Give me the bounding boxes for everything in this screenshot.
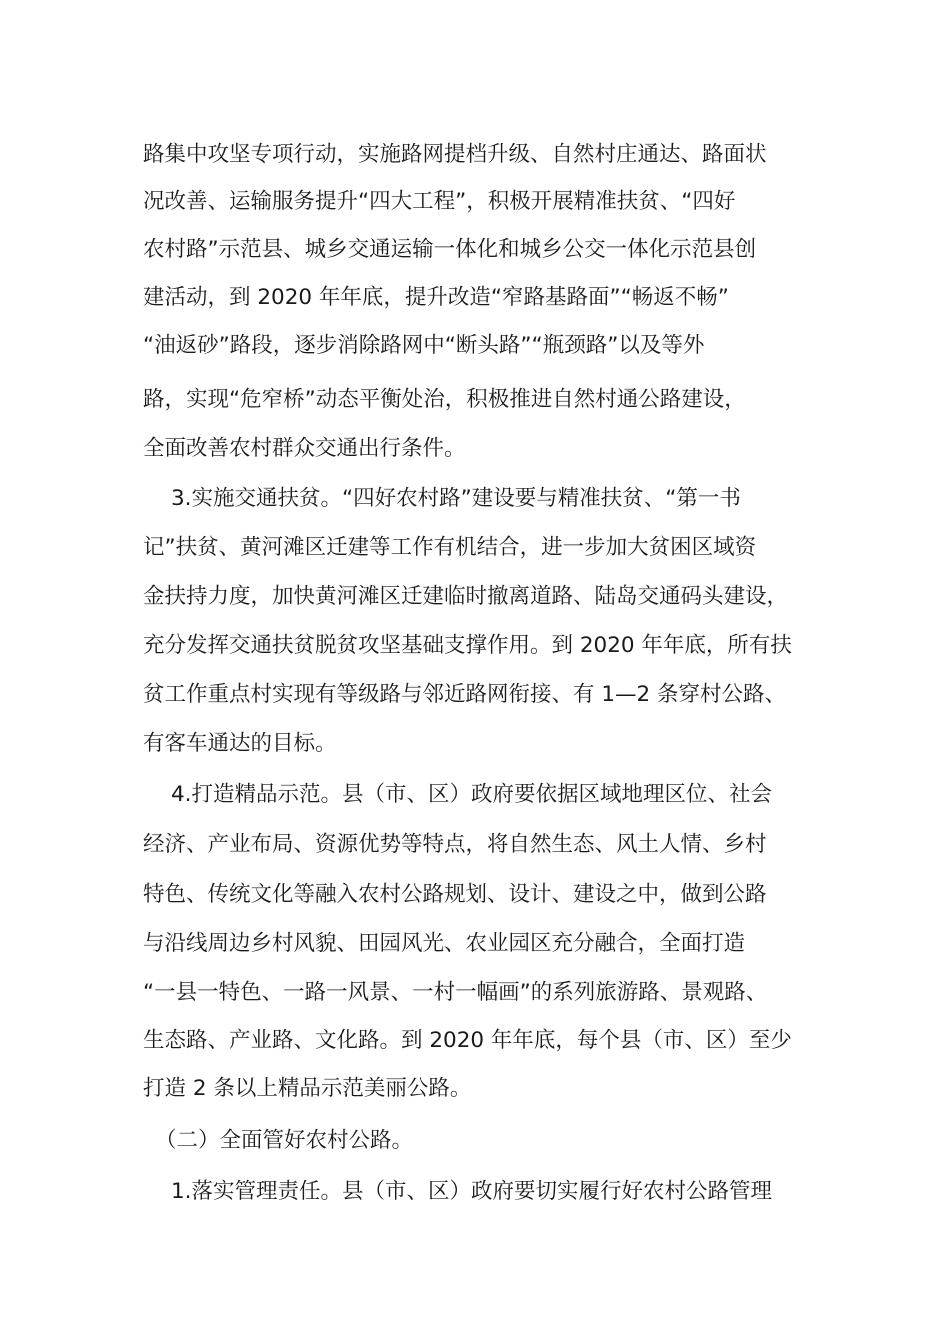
text-line: 况改善、运输服务提升“四大工程”，积极开展精准扶贫、“四好: [143, 189, 736, 214]
text-line: 打造 2 条以上精品示范美丽公路。: [143, 1076, 472, 1101]
text-line: 充分发挥交通扶贫脱贫攻坚基础支撑作用。到 2020 年年底，所有扶: [143, 633, 792, 658]
text-line: “一县一特色、一路一风景、一村一幅画”的系列旅游路、景观路、: [143, 980, 768, 1005]
text-line: 与沿线周边乡村风貌、田园风光、农业园区充分融合，全面打造: [143, 931, 746, 956]
text-line: “油返砂”路段，逐步消除路网中“断头路”“瓶颈路”以及等外: [143, 333, 705, 358]
text-line: 路，实现“危窄桥”动态平衡处治，积极推进自然村通公路建设，: [143, 387, 746, 412]
text-line: 经济、产业布局、资源优势等特点，将自然生态、风土人情、乡村: [143, 832, 767, 857]
paragraph-start-line: 4.打造精品示范。县（市、区）政府要依据区域地理区位、社会: [171, 782, 773, 807]
paragraph-start-line: 3.实施交通扶贫。“四好农村路”建设要与精准扶贫、“第一书: [171, 486, 741, 511]
text-line: 有客车通达的目标。: [143, 731, 337, 756]
text-line: 生态路、产业路、文化路。到 2020 年年底，每个县（市、区）至少: [143, 1028, 792, 1053]
text-line: 贫工作重点村实现有等级路与邻近路网衔接、有 1—2 条穿村公路、: [143, 682, 787, 707]
text-line: 农村路”示范县、城乡交通运输一体化和城乡公交一体化示范县创: [143, 237, 757, 262]
text-line: 路集中攻坚专项行动，实施路网提档升级、自然村庄通达、路面状: [143, 142, 767, 167]
text-line: 全面改善农村群众交通出行条件。: [143, 436, 466, 461]
text-line: 建活动，到 2020 年年底，提升改造“窄路基路面”“畅返不畅”: [143, 285, 729, 310]
text-line: 金扶持力度，加快黄河滩区迁建临时撤离道路、陆岛交通码头建设，: [143, 584, 789, 609]
section-heading: （二）全面管好农村公路。: [155, 1128, 414, 1153]
text-line: 记”扶贫、黄河滩区迁建等工作有机结合，进一步加大贫困区域资: [143, 535, 757, 560]
paragraph-start-line: 1.落实管理责任。县（市、区）政府要切实履行好农村公路管理: [171, 1179, 773, 1204]
text-line: 特色、传统文化等融入农村公路规划、设计、建设之中，做到公路: [143, 882, 767, 907]
